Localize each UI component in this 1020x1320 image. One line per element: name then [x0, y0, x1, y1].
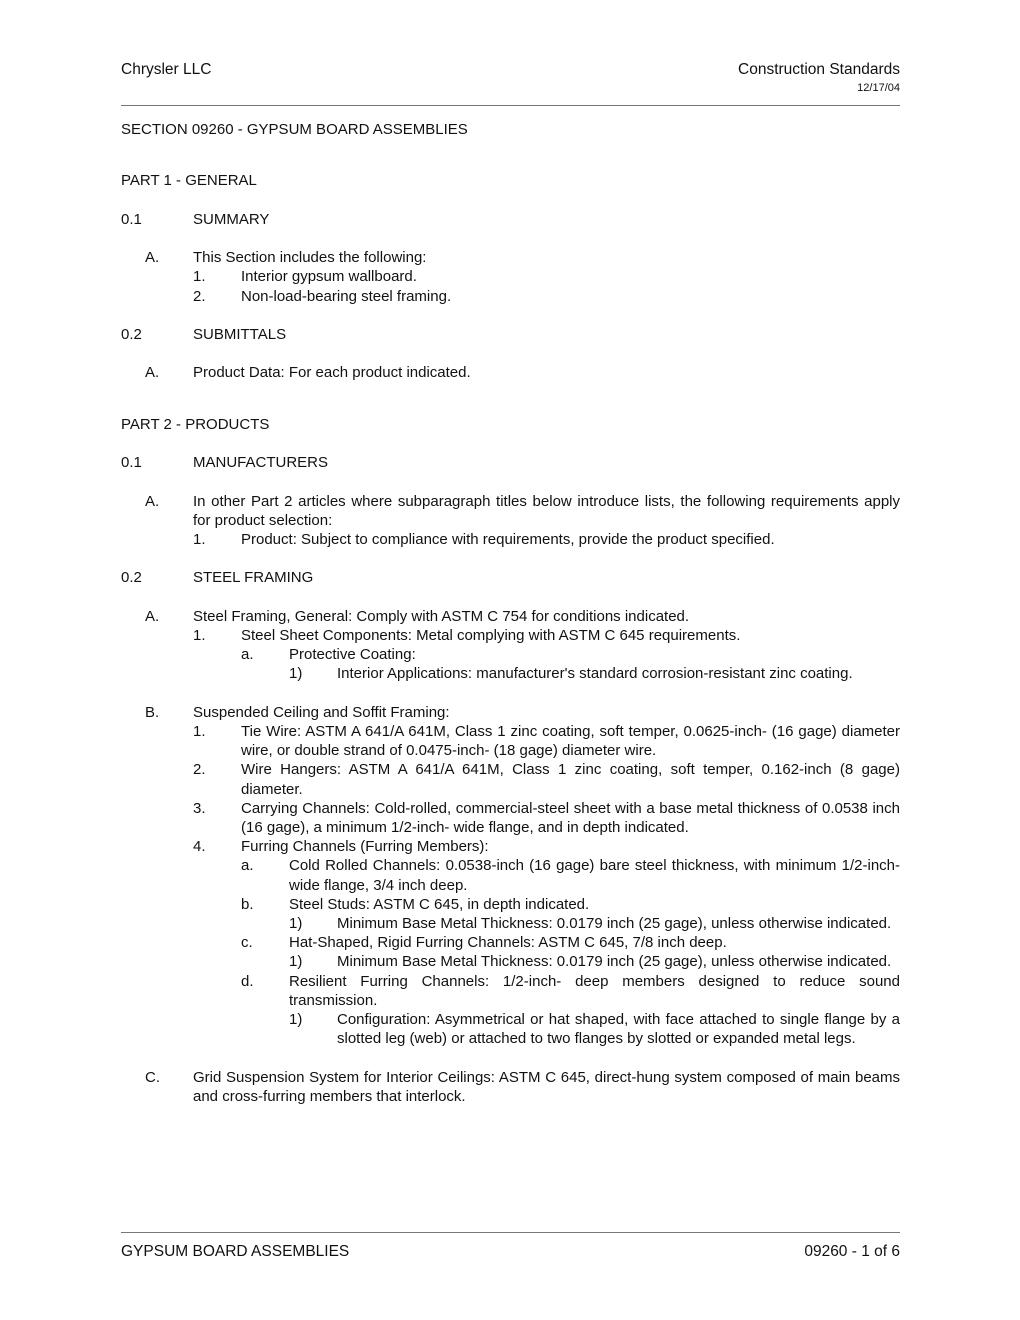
- article-heading: 0.2 SUBMITTALS: [121, 325, 287, 343]
- list-item: 1. Interior gypsum wallboard.: [193, 268, 417, 286]
- paragraph: A. Product Data: For each product indicated.: [145, 364, 471, 382]
- header-date: 12/17/04: [857, 82, 900, 94]
- footer-divider: [121, 1232, 900, 1233]
- list-item: 3. Carrying Channels: Cold-rolled, commercial-steel sheet with a base metal thickness of 0.0538 inch (16 gage), a minimum 1/2-inch- wide flange, and in depth indicated.: [193, 799, 900, 836]
- page-header: [121, 61, 900, 81]
- header-divider: [121, 105, 900, 106]
- list-item: 2. Wire Hangers: ASTM A 641/A 641M, Class 1 zinc coating, soft temper, 0.162-inch (8 gage) diameter.: [193, 761, 900, 798]
- article-heading: 0.1 MANUFACTURERS: [121, 454, 329, 472]
- footer-title: GYPSUM BOARD ASSEMBLIES: [121, 1243, 350, 1260]
- section-title: SECTION 09260 - GYPSUM BOARD ASSEMBLIES: [121, 121, 468, 138]
- part-heading: PART 1 - GENERAL: [121, 172, 257, 190]
- paragraph: A. This Section includes the following:: [145, 249, 427, 267]
- list-item: a. Protective Coating:: [241, 646, 416, 664]
- list-item: b. Steel Studs: ASTM C 645, in depth indicated.: [241, 895, 590, 913]
- part-heading: PART 2 - PRODUCTS: [121, 415, 270, 433]
- footer-page-number: 09260 - 1 of 6: [804, 1243, 900, 1260]
- paragraph: A. In other Part 2 articles where subparagraph titles below introduce lists, the following requirements apply for product selection:: [145, 492, 900, 529]
- list-item: 2. Non-load-bearing steel framing.: [193, 287, 452, 305]
- list-item: c. Hat-Shaped, Rigid Furring Channels: ASTM C 645, 7/8 inch deep.: [241, 934, 727, 952]
- list-item: 1) Minimum Base Metal Thickness: 0.0179 inch (25 gage), unless otherwise indicated.: [289, 914, 892, 932]
- list-item: 1) Interior Applications: manufacturer's standard corrosion-resistant zinc coating.: [289, 665, 853, 683]
- document-page: [121, 0, 900, 1320]
- list-item: 1. Tie Wire: ASTM A 641/A 641M, Class 1 zinc coating, soft temper, 0.0625-inch- (16 gage) diameter wire, or double strand of 0.0475-inch- (18 gage) diameter wire.: [193, 722, 900, 760]
- list-item: d. Resilient Furring Channels: 1/2-inch- deep members designed to reduce sound transmission.: [241, 972, 900, 1009]
- page-footer: [121, 1243, 900, 1263]
- list-item: a. Cold Rolled Channels: 0.0538-inch (16 gage) bare steel thickness, with minimum 1/2-inch- wide flange, 3/4 inch deep.: [241, 857, 900, 894]
- list-item: 1) Minimum Base Metal Thickness: 0.0179 inch (25 gage), unless otherwise indicated.: [289, 953, 892, 971]
- list-item: 1. Product: Subject to compliance with requirements, provide the product specified.: [193, 530, 775, 548]
- article-heading: 0.2 STEEL FRAMING: [121, 569, 314, 587]
- header-doc-type: Construction Standards: [738, 61, 900, 78]
- list-item: 1. Steel Sheet Components: Metal complying with ASTM C 645 requirements.: [193, 626, 741, 644]
- paragraph: C. Grid Suspension System for Interior Ceilings: ASTM C 645, direct-hung system composed of main beams and cross-furring members that interlock.: [145, 1068, 900, 1105]
- list-item: 4. Furring Channels (Furring Members):: [193, 838, 489, 856]
- header-company: Chrysler LLC: [121, 61, 212, 78]
- paragraph: A. Steel Framing, General: Comply with ASTM C 754 for conditions indicated.: [145, 607, 690, 625]
- document-body: [121, 120, 900, 1106]
- article-heading: 0.1 SUMMARY: [121, 210, 270, 228]
- paragraph: B. Suspended Ceiling and Soffit Framing:: [145, 703, 450, 721]
- list-item: 1) Configuration: Asymmetrical or hat shaped, with face attached to single flange by a slotted leg (web) or attached to two flanges by slotted or expanded metal legs.: [289, 1010, 900, 1048]
